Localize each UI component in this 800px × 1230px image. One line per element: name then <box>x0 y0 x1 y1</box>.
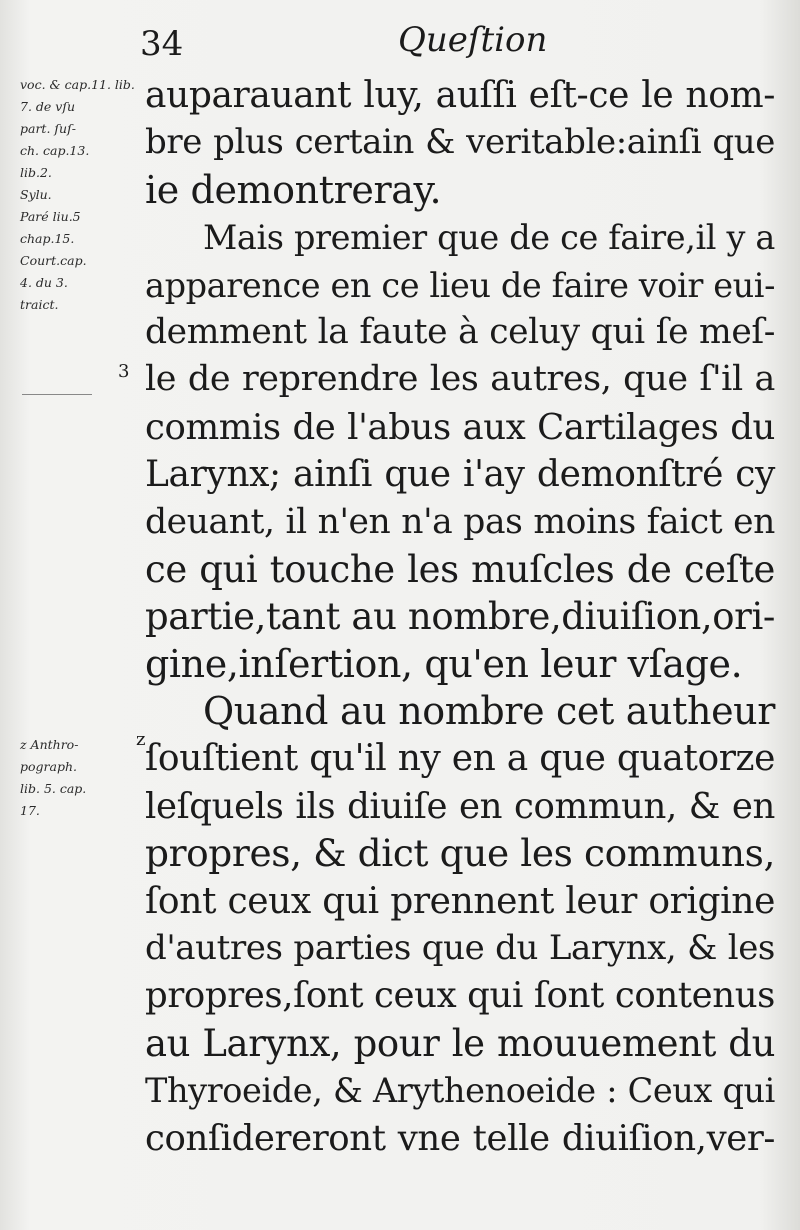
body-text <box>145 72 775 1162</box>
sidenote-line: part. ſuſ- <box>20 121 76 136</box>
sidenote-group-second <box>20 734 132 822</box>
text-line: leſquels ils diuiſe en commun, & en <box>145 785 775 827</box>
text-line: Mais premier que de ce faire,il y a <box>203 218 775 258</box>
sidenote-line: lib. 5. cap. <box>20 781 87 796</box>
text-line: partie,tant au nombre,diuiſion,ori- <box>145 595 775 639</box>
text-line: propres, & dict que les communs, <box>145 831 775 876</box>
text-line: Quand au nombre cet autheur <box>203 689 775 734</box>
sidenote-line: Paré liu.5 <box>20 209 81 224</box>
note-marker-second: z <box>136 729 146 750</box>
text-line: conſidereront vne telle diuiſion,ver- <box>145 1117 775 1159</box>
sidenote-line: 17. <box>20 803 40 818</box>
text-line: bre plus certain & veritable:ainſi que <box>145 122 775 163</box>
sidenote-line: z Anthro- <box>20 737 79 752</box>
sidenote-line: Court.cap. <box>20 253 87 268</box>
sidenote-line: ch. cap.13. <box>20 143 90 158</box>
sidenote-line: pograph. <box>20 759 77 774</box>
text-line: demment la faute à celuy qui ſe meſ- <box>145 311 775 352</box>
sidenote-line: traict. <box>20 297 59 312</box>
page-header <box>0 14 800 74</box>
text-line: auparauant luy, auſſi eſt-ce le nom- <box>145 75 775 116</box>
sidenote-group-first <box>20 74 135 316</box>
sidenote-line: 7. de vſu <box>20 99 76 114</box>
text-line: ſouſtient qu'il ny en a que quatorze <box>145 738 775 780</box>
text-line: ſont ceux qui prennent leur origine <box>145 880 775 922</box>
text-line: ie demontreray. <box>145 167 442 212</box>
text-line: le de reprendre les autres, que ſ'il a <box>145 359 775 400</box>
text-line: ce qui touche les muſcles de ceſte <box>145 547 775 591</box>
running-title: Queſtion <box>398 20 548 60</box>
text-line: propres,ſont ceux qui ſont contenus <box>145 975 775 1017</box>
sidenote-line: chap.15. <box>20 231 75 246</box>
text-line: au Larynx, pour le mouuement du <box>145 1021 775 1065</box>
sidenote-line: lib.2. <box>20 165 52 180</box>
note-marker-first: 3 <box>118 361 130 382</box>
sidenote-rule <box>22 394 92 395</box>
text-line: d'autres parties que du Larynx, & les <box>145 928 775 969</box>
sidenote-line: voc. & cap.11. lib. <box>20 77 135 92</box>
text-line: commis de l'abus aux Cartilages du <box>145 406 775 448</box>
text-line: apparence en ce lieu de faire voir eui- <box>145 265 776 305</box>
text-line: deuant, il n'en n'a pas moins faict en <box>145 501 775 542</box>
text-line: gine,inſertion, qu'en leur vſage. <box>145 641 743 686</box>
sidenote-line: 4. du 3. <box>20 275 68 290</box>
text-line: Larynx; ainſi que i'ay demonſtré cy <box>145 454 775 496</box>
text-line: Thyroeide, & Arythenoeide : Ceux qui <box>145 1071 775 1111</box>
page-number: 34 <box>140 24 184 64</box>
sidenote-line: Sylu. <box>20 187 52 202</box>
